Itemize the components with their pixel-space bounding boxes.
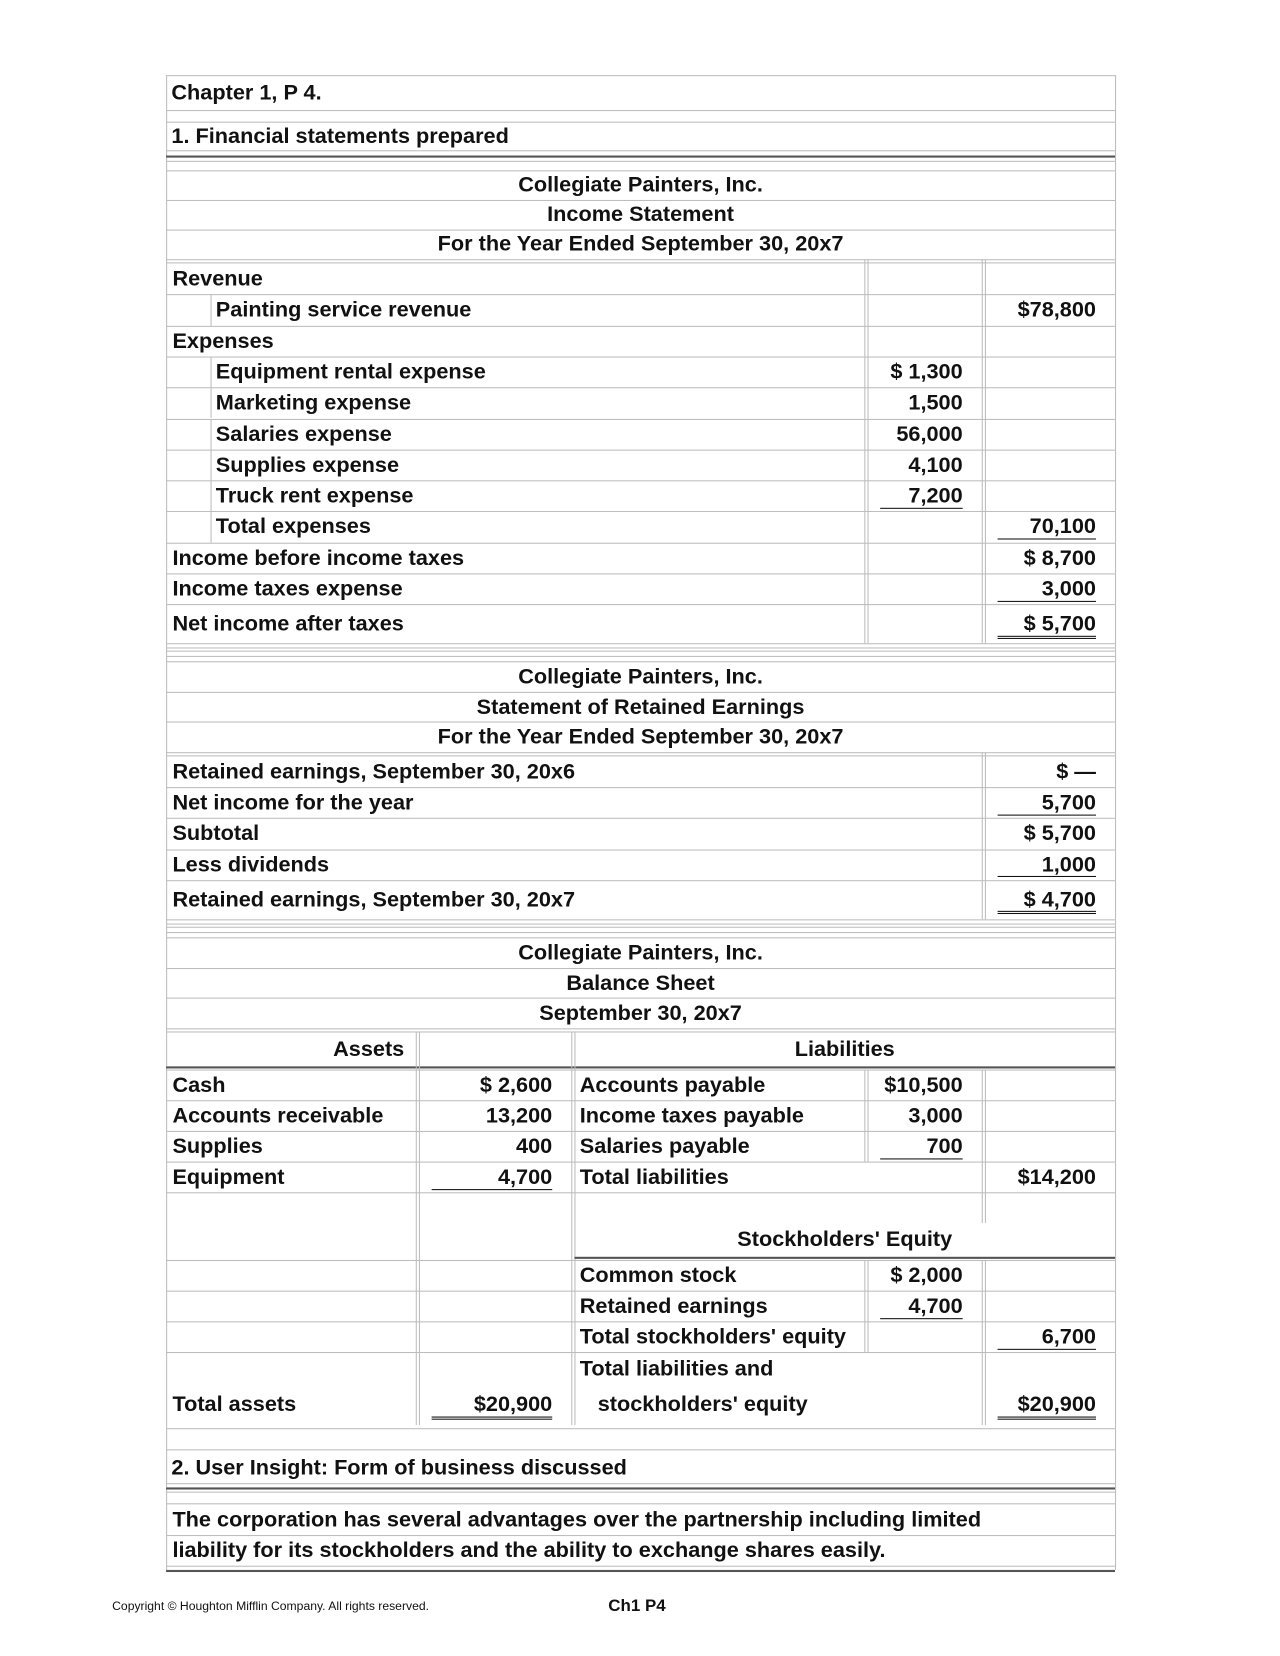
divider bbox=[166, 656, 1115, 657]
retained-row-label: Retained earnings, September 30, 20x6 bbox=[172, 759, 576, 784]
column-divider bbox=[1115, 75, 1116, 1570]
column-divider bbox=[864, 259, 865, 643]
column-divider bbox=[867, 1260, 868, 1352]
asset-label: Accounts receivable bbox=[172, 1103, 384, 1128]
equity-total bbox=[985, 1260, 1115, 1291]
income-amount bbox=[867, 604, 981, 643]
income-amount bbox=[867, 573, 981, 604]
income-total bbox=[985, 356, 1115, 387]
insight-text: liability for its stockholders and the ability to exchange shares easily. bbox=[172, 1538, 886, 1563]
statement-title: Income Statement bbox=[547, 202, 734, 227]
liability-amount-value: 700 bbox=[880, 1135, 963, 1159]
equity-amount bbox=[867, 1291, 981, 1322]
retained-row-label: Less dividends bbox=[172, 852, 330, 877]
retained-row-label: Net income for the year bbox=[172, 790, 414, 815]
liability-amount: $10,500 bbox=[884, 1072, 963, 1098]
income-amount-value: 7,200 bbox=[880, 485, 963, 509]
income-total bbox=[985, 263, 1115, 294]
divider bbox=[166, 1492, 1115, 1493]
divider bbox=[166, 1483, 1115, 1484]
statement-period: For the Year Ended September 30, 20x7 bbox=[437, 231, 844, 257]
divider bbox=[166, 647, 1115, 648]
equity-heading: Stockholders' Equity bbox=[737, 1227, 953, 1252]
divider bbox=[166, 924, 1115, 925]
income-total bbox=[985, 573, 1115, 604]
income-total-value: $ 5,700 bbox=[998, 613, 1096, 639]
equity-total-value: 6,700 bbox=[998, 1326, 1096, 1350]
retained-amount-value: 5,700 bbox=[998, 792, 1096, 816]
income-amount bbox=[867, 511, 981, 542]
assets-heading: Assets bbox=[333, 1036, 405, 1062]
divider bbox=[166, 651, 1115, 652]
column-divider bbox=[867, 1070, 868, 1162]
chapter-title: Chapter 1, P 4. bbox=[171, 80, 322, 105]
income-row-label: Salaries expense bbox=[215, 421, 392, 446]
insight-heading: 2. User Insight: Form of business discussed bbox=[171, 1455, 627, 1481]
income-amount bbox=[867, 294, 981, 325]
income-amount bbox=[867, 325, 981, 356]
copyright-notice: Copyright © Houghton Mifflin Company. All rights reserved. bbox=[112, 1600, 430, 1614]
column-divider bbox=[982, 1070, 983, 1223]
income-row-label: Painting service revenue bbox=[215, 297, 472, 322]
divider bbox=[166, 75, 1115, 76]
income-amount: 1,500 bbox=[908, 390, 963, 415]
divider bbox=[166, 1066, 1115, 1068]
liability-total bbox=[985, 1100, 1115, 1131]
divider bbox=[166, 1487, 1115, 1489]
divider bbox=[166, 259, 1115, 260]
divider bbox=[166, 1428, 1115, 1429]
income-total-value: 3,000 bbox=[998, 578, 1096, 602]
divider bbox=[166, 932, 1115, 933]
liabilities-heading: Liabilities bbox=[794, 1036, 895, 1062]
equity-label: Common stock bbox=[579, 1263, 737, 1288]
divider bbox=[166, 150, 1115, 151]
equity-label: Total stockholders' equity bbox=[579, 1324, 846, 1349]
asset-label: Cash bbox=[172, 1072, 226, 1098]
retained-row-label: Retained earnings, September 30, 20x7 bbox=[172, 887, 576, 912]
asset-amount bbox=[419, 1162, 571, 1193]
income-amount bbox=[867, 542, 981, 573]
income-amount bbox=[867, 480, 981, 511]
divider bbox=[166, 1449, 1115, 1450]
divider bbox=[166, 1570, 1115, 1572]
divider bbox=[166, 110, 1115, 111]
company-name: Collegiate Painters, Inc. bbox=[518, 664, 763, 689]
retained-amount: $ — bbox=[1056, 759, 1096, 784]
column-divider bbox=[864, 1070, 865, 1162]
income-row-label: Net income after taxes bbox=[172, 611, 404, 637]
asset-amount: 400 bbox=[516, 1134, 553, 1159]
section-heading: 1. Financial statements prepared bbox=[171, 123, 509, 149]
divider bbox=[166, 156, 1115, 158]
income-total: $78,800 bbox=[1017, 297, 1096, 322]
income-total bbox=[985, 449, 1115, 480]
column-divider bbox=[571, 1033, 572, 1425]
liability-amount: 3,000 bbox=[908, 1103, 963, 1128]
column-divider bbox=[864, 1260, 865, 1352]
retained-amount bbox=[985, 849, 1115, 880]
divider bbox=[166, 1566, 1115, 1567]
income-total bbox=[985, 325, 1115, 356]
divider bbox=[166, 1028, 1115, 1029]
retained-amount bbox=[985, 880, 1115, 919]
total-assets-label: Total assets bbox=[172, 1392, 297, 1417]
divider bbox=[166, 1192, 1115, 1193]
income-row-label: Supplies expense bbox=[215, 452, 400, 477]
income-total bbox=[985, 480, 1115, 511]
income-row-label: Income before income taxes bbox=[172, 545, 465, 570]
income-total bbox=[985, 418, 1115, 449]
divider bbox=[166, 644, 1115, 645]
liability-label: Accounts payable bbox=[579, 1072, 766, 1098]
retained-amount: $ 5,700 bbox=[1023, 821, 1096, 846]
income-amount: 4,100 bbox=[908, 452, 963, 477]
retained-amount-value: $ 4,700 bbox=[998, 888, 1096, 914]
asset-amount: $ 2,600 bbox=[479, 1072, 553, 1098]
liability-label: Total liabilities bbox=[579, 1164, 729, 1190]
retained-row-label: Subtotal bbox=[172, 821, 260, 846]
page-label: Ch1 P4 bbox=[608, 1597, 666, 1616]
income-amount bbox=[867, 263, 981, 294]
income-amount: 56,000 bbox=[896, 421, 963, 446]
statement-period: For the Year Ended September 30, 20x7 bbox=[437, 724, 844, 749]
liability-amount bbox=[867, 1131, 981, 1162]
statement-date: September 30, 20x7 bbox=[539, 1000, 742, 1026]
equity-total bbox=[985, 1291, 1115, 1322]
asset-label: Supplies bbox=[172, 1134, 263, 1159]
income-amount: $ 1,300 bbox=[890, 359, 963, 384]
divider bbox=[166, 919, 1115, 920]
insight-text: The corporation has several advantages over the partnership including limited bbox=[172, 1507, 982, 1532]
liability-label: Income taxes payable bbox=[579, 1103, 804, 1128]
liability-total bbox=[985, 1070, 1115, 1101]
divider bbox=[166, 752, 1115, 753]
income-row-label: Expenses bbox=[172, 328, 274, 353]
asset-amount-value: 4,700 bbox=[432, 1166, 553, 1190]
divider bbox=[166, 161, 1115, 162]
statement-title: Statement of Retained Earnings bbox=[476, 695, 805, 720]
income-row-label: Income taxes expense bbox=[172, 576, 403, 601]
asset-amount: 13,200 bbox=[485, 1103, 553, 1128]
income-row-label: Marketing expense bbox=[215, 390, 412, 415]
income-total: $ 8,700 bbox=[1023, 545, 1096, 570]
retained-amount-value: 1,000 bbox=[998, 853, 1096, 877]
income-total bbox=[985, 604, 1115, 643]
column-divider bbox=[982, 259, 983, 643]
liability-total bbox=[985, 1131, 1115, 1162]
column-divider bbox=[985, 1070, 986, 1223]
divider bbox=[166, 927, 1115, 928]
income-total-value: 70,100 bbox=[998, 516, 1096, 540]
total-assets-amount bbox=[419, 1385, 571, 1424]
asset-label: Equipment bbox=[172, 1164, 285, 1190]
income-row-label: Equipment rental expense bbox=[215, 359, 486, 384]
equity-amount-value: 4,700 bbox=[880, 1295, 963, 1319]
column-divider bbox=[416, 1033, 417, 1425]
company-name: Collegiate Painters, Inc. bbox=[518, 172, 763, 197]
total-liabilities-equity-amount bbox=[985, 1385, 1115, 1424]
total-assets-amount-value: $20,900 bbox=[432, 1393, 553, 1419]
income-row-label: Total expenses bbox=[215, 514, 371, 539]
column-divider bbox=[982, 1260, 983, 1425]
equity-total bbox=[985, 1321, 1115, 1352]
column-divider bbox=[982, 752, 983, 919]
divider bbox=[574, 1257, 1115, 1259]
total-liabilities-equity-label-2: stockholders' equity bbox=[597, 1392, 808, 1417]
equity-label: Retained earnings bbox=[579, 1293, 768, 1319]
liability-label: Salaries payable bbox=[579, 1134, 750, 1159]
liability-amount bbox=[867, 1162, 981, 1193]
equity-amount: $ 2,000 bbox=[890, 1263, 963, 1288]
equity-amount bbox=[867, 1321, 981, 1352]
income-row-label: Truck rent expense bbox=[215, 483, 414, 508]
income-row-label: Revenue bbox=[172, 266, 263, 291]
statement-title: Balance Sheet bbox=[566, 971, 715, 996]
total-liabilities-equity-amount-value: $20,900 bbox=[998, 1393, 1096, 1419]
income-total bbox=[985, 387, 1115, 418]
company-name: Collegiate Painters, Inc. bbox=[518, 940, 763, 965]
liability-total: $14,200 bbox=[1017, 1164, 1096, 1190]
income-total bbox=[985, 511, 1115, 542]
retained-amount bbox=[985, 787, 1115, 818]
total-liabilities-equity-label: Total liabilities and bbox=[579, 1356, 774, 1381]
